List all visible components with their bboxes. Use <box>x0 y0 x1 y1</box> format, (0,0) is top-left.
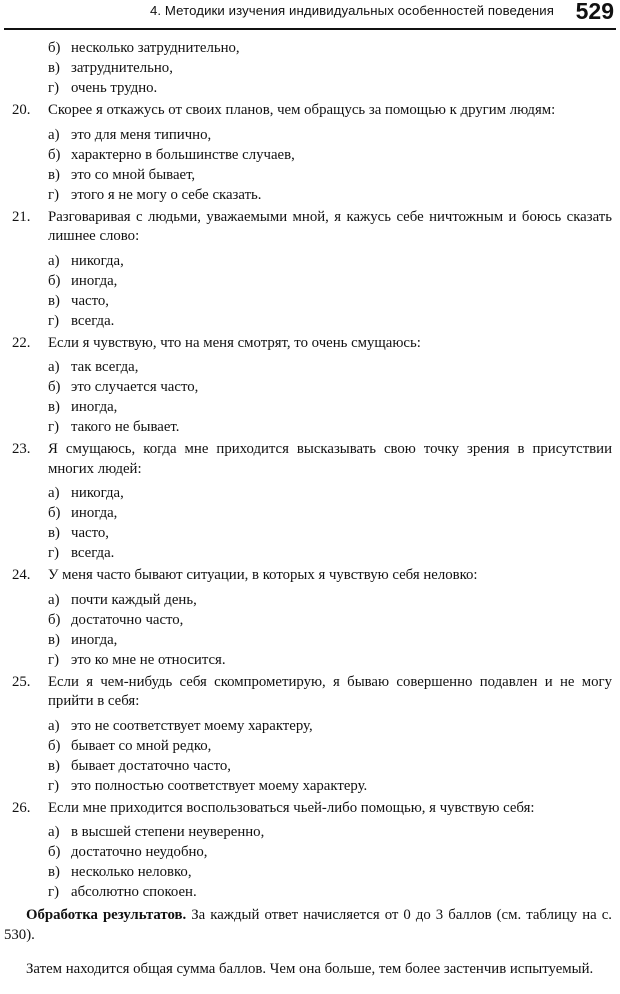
answer-option <box>0 756 620 776</box>
option-letter: в) <box>48 292 60 309</box>
answer-option <box>0 842 620 862</box>
option-letter: г) <box>48 884 59 900</box>
option-letter: а) <box>48 591 60 608</box>
option-text: так всегда, <box>71 359 139 375</box>
answer-option <box>0 125 620 145</box>
question-text: Скорее я откажусь от своих планов, чем обращусь за помощью к другим людям: <box>48 102 556 118</box>
option-text: иногда, <box>71 631 118 648</box>
option-letter: б) <box>48 40 61 56</box>
option-text: часто, <box>71 292 109 309</box>
question-text: Если мне приходится воспользоваться чьей-либо помощью, я чувствую себя: <box>48 799 535 816</box>
option-letter: в) <box>48 166 60 183</box>
answer-option <box>0 483 620 503</box>
option-text: этого я не могу о себе сказать. <box>71 186 262 203</box>
option-text: это полностью соответствует моему характеру. <box>71 777 368 794</box>
question <box>0 101 620 121</box>
answer-option <box>0 862 620 882</box>
question-list <box>0 101 620 902</box>
question-text: Если я чувствую, что на меня смотрят, то очень смущаюсь: <box>48 334 421 351</box>
option-letter: б) <box>48 379 61 395</box>
option-text: иногда, <box>71 399 118 415</box>
option-text: никогда, <box>71 485 124 501</box>
question-number: 26. <box>12 799 31 816</box>
answer-option <box>0 716 620 736</box>
answer-option <box>0 78 620 98</box>
answer-option <box>0 377 620 397</box>
running-header <box>4 0 616 30</box>
answer-option <box>0 736 620 756</box>
option-text: это со мной бывает, <box>71 166 196 183</box>
option-text: затруднительно, <box>71 60 173 76</box>
option-letter: а) <box>48 717 60 734</box>
question-block <box>0 673 620 796</box>
option-letter: в) <box>48 525 60 541</box>
option-text: почти каждый день, <box>71 591 197 608</box>
answer-option <box>0 882 620 902</box>
answer-option <box>0 271 620 291</box>
option-text: это для меня типично, <box>71 126 212 143</box>
question-number: 23. <box>12 441 31 457</box>
question-block <box>0 440 620 563</box>
option-text: очень трудно. <box>71 80 158 96</box>
question <box>0 673 620 712</box>
answer-option <box>0 630 620 650</box>
question-block <box>0 799 620 903</box>
option-text: иногда, <box>71 505 118 521</box>
answer-option <box>0 543 620 563</box>
question-block <box>0 566 620 670</box>
question <box>0 208 620 247</box>
question-block <box>0 334 620 438</box>
option-letter: г) <box>48 651 59 668</box>
option-text: всегда. <box>71 545 115 561</box>
option-letter: б) <box>48 844 61 860</box>
option-text: иногда, <box>71 272 118 289</box>
question-text: У меня часто бывают ситуации, в которых я чувствую себя неловко: <box>48 567 478 583</box>
option-letter: в) <box>48 864 60 880</box>
answer-option <box>0 650 620 670</box>
option-text: бывает достаточно часто, <box>71 757 231 774</box>
option-letter: а) <box>48 252 60 269</box>
option-letter: г) <box>48 312 59 329</box>
option-letter: г) <box>48 186 59 203</box>
answer-option <box>0 397 620 417</box>
answer-option <box>0 610 620 630</box>
question-text: Если я чем-нибудь себя скомпрометирую, я бываю совершенно подавлен и не могу прийти в себя: <box>48 673 612 709</box>
option-letter: в) <box>48 399 60 415</box>
answer-option <box>0 291 620 311</box>
page-content <box>0 38 620 994</box>
question-block <box>0 208 620 331</box>
question <box>0 440 620 479</box>
option-letter: г) <box>48 777 59 794</box>
question-text: Я смущаюсь, когда мне приходится высказывать свою точку зрения в присутствии многих людей: <box>48 441 612 477</box>
option-letter: г) <box>48 419 59 435</box>
option-letter: г) <box>48 80 59 96</box>
answer-option <box>0 145 620 165</box>
option-letter: а) <box>48 126 60 143</box>
option-text: часто, <box>71 525 109 541</box>
processing-paragraph <box>0 906 620 945</box>
answer-option <box>0 523 620 543</box>
option-letter: б) <box>48 272 61 289</box>
processing-text: За каждый ответ начисляется от 0 до 3 баллов (см. таблицу на с. 530). <box>4 907 612 943</box>
page-number: 529 <box>575 0 614 24</box>
option-letter: б) <box>48 146 61 163</box>
option-text: всегда. <box>71 312 115 329</box>
option-text: абсолютно спокоен. <box>71 884 197 900</box>
option-letter: а) <box>48 824 60 840</box>
conclusion-paragraph: Затем находится общая сумма баллов. Чем она больше, тем более застенчив испытуемый. <box>26 960 594 977</box>
answer-option <box>0 58 620 78</box>
question-number: 25. <box>12 673 31 690</box>
option-text: бывает со мной редко, <box>71 737 212 754</box>
question-number: 20. <box>12 102 31 118</box>
answer-option <box>0 38 620 58</box>
answer-option <box>0 590 620 610</box>
question-block <box>0 101 620 205</box>
question <box>0 799 620 819</box>
option-text: достаточно неудобно, <box>71 844 208 860</box>
option-letter: в) <box>48 757 60 774</box>
question-number: 22. <box>12 334 31 351</box>
question-number: 21. <box>12 208 31 225</box>
option-text: это случается часто, <box>71 379 199 395</box>
option-text: в высшей степени неуверенно, <box>71 824 265 840</box>
option-letter: а) <box>48 485 60 501</box>
option-text: несколько неловко, <box>71 864 192 880</box>
question <box>0 566 620 586</box>
option-letter: б) <box>48 611 61 628</box>
answer-option <box>0 776 620 796</box>
option-letter: а) <box>48 359 60 375</box>
option-letter: б) <box>48 737 61 754</box>
answer-option <box>0 251 620 271</box>
answer-option <box>0 417 620 437</box>
option-letter: б) <box>48 505 61 521</box>
question-number: 24. <box>12 567 31 583</box>
processing-heading: Обработка результатов. <box>26 907 187 923</box>
option-letter: в) <box>48 631 60 648</box>
option-text: достаточно часто, <box>71 611 184 628</box>
option-text: это ко мне не относится. <box>71 651 226 668</box>
carryover-options <box>0 38 620 98</box>
answer-option <box>0 357 620 377</box>
option-text: это не соответствует моему характеру, <box>71 717 313 734</box>
answer-option <box>0 165 620 185</box>
option-letter: в) <box>48 60 60 76</box>
header-title: 4. Методики изучения индивидуальных особенностей поведения <box>149 3 554 18</box>
option-text: никогда, <box>71 252 124 269</box>
answer-option <box>0 503 620 523</box>
option-text: такого не бывает. <box>71 419 180 435</box>
answer-option <box>0 822 620 842</box>
option-text: характерно в большинстве случаев, <box>71 146 295 163</box>
option-letter: г) <box>48 545 59 561</box>
question <box>0 334 620 354</box>
answer-option <box>0 311 620 331</box>
question-text: Разговаривая с людьми, уважаемыми мной, я кажусь себе ничтожным и боюсь сказать лишнее слово: <box>48 208 612 244</box>
option-text: несколько затруднительно, <box>71 40 240 56</box>
answer-option <box>0 185 620 205</box>
